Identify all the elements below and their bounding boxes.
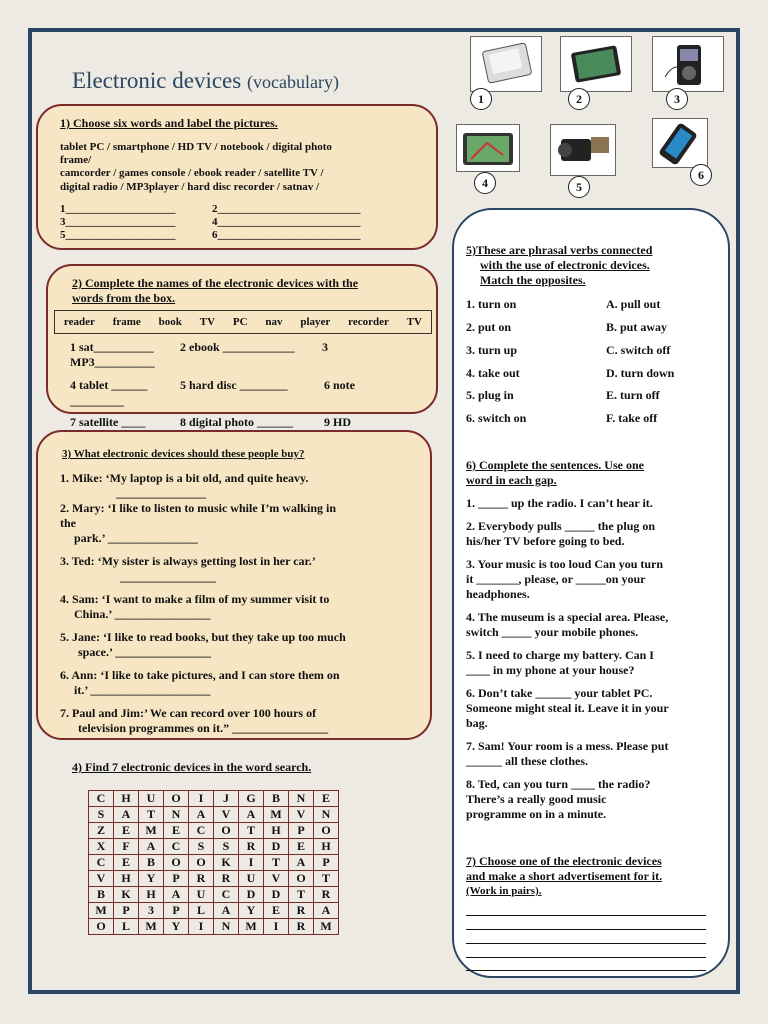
- word-search-cell[interactable]: 3: [139, 903, 164, 919]
- sentence-line[interactable]: 1. _____ up the radio. I can’t hear it.: [466, 496, 653, 510]
- word-search-row: [89, 823, 339, 839]
- word-search-cell[interactable]: C: [89, 855, 114, 871]
- word-search-cell[interactable]: K: [114, 887, 139, 903]
- word-search-cell[interactable]: H: [114, 871, 139, 887]
- sentence-line[interactable]: 2. Everybody pulls _____ the plug on: [466, 519, 656, 533]
- word-search-cell[interactable]: P: [289, 823, 314, 839]
- sentence-line[interactable]: 8. Ted, can you turn ____ the radio?: [466, 777, 651, 791]
- word-search-row: [89, 855, 339, 871]
- word-search-row: [89, 887, 339, 903]
- phrasal-verb-right[interactable]: A. pull out: [606, 297, 661, 311]
- exercise-1-heading: 1) Choose six words and label the pictures.: [60, 116, 278, 130]
- sentence-line: There’s a really good music: [466, 792, 607, 806]
- word-search-cell[interactable]: N: [289, 791, 314, 807]
- word-search-cell[interactable]: V: [89, 871, 114, 887]
- word-search-cell[interactable]: R: [289, 903, 314, 919]
- word-search-cell[interactable]: A: [164, 887, 189, 903]
- word-search-cell[interactable]: I: [239, 855, 264, 871]
- answer-blank[interactable]: park.’ _______________: [74, 531, 198, 545]
- exercise-2-heading: words from the box.: [72, 291, 176, 305]
- smartphone-icon: [653, 119, 707, 167]
- word-search-cell[interactable]: Y: [164, 919, 189, 935]
- word-search-cell[interactable]: G: [239, 791, 264, 807]
- question-line: 2. Mary: ‘I like to listen to music while I’m walking in: [60, 501, 336, 515]
- sentence-line[interactable]: it _______, please, or _____on your: [466, 572, 646, 586]
- phrasal-verb-right[interactable]: E. turn off: [606, 388, 660, 402]
- word-search-cell[interactable]: E: [314, 791, 339, 807]
- question-line: 3. Ted: ‘My sister is always getting lost in her car.’: [60, 554, 316, 568]
- device-item-8[interactable]: 8 digital photo ______: [180, 415, 294, 429]
- sentence-line: Someone might steal it. Leave it in your: [466, 701, 669, 715]
- word-search-cell[interactable]: F: [114, 839, 139, 855]
- device-item-5[interactable]: 5 hard disc ________: [180, 378, 288, 392]
- word-search-cell[interactable]: P: [164, 903, 189, 919]
- exercise-5-heading: Match the opposites.: [480, 273, 586, 287]
- word-search-cell[interactable]: P: [114, 903, 139, 919]
- exercise-5-heading: 5)These are phrasal verbs connected: [466, 243, 653, 257]
- word-search-cell[interactable]: E: [114, 823, 139, 839]
- word-search-cell[interactable]: H: [139, 887, 164, 903]
- word-search-cell[interactable]: O: [189, 855, 214, 871]
- camcorder-picture: [550, 124, 616, 176]
- mp3-player-icon: [653, 37, 723, 91]
- word-search-cell[interactable]: H: [114, 791, 139, 807]
- word-search-cell[interactable]: O: [89, 919, 114, 935]
- sentence-line: 4. The museum is a special area. Please,: [466, 610, 669, 624]
- word-box-item: recorder: [348, 316, 389, 328]
- word-search-cell[interactable]: J: [214, 791, 239, 807]
- picture-number-1: 1: [470, 88, 492, 110]
- phrasal-verb-right[interactable]: F. take off: [606, 411, 658, 425]
- word-search-cell[interactable]: U: [189, 887, 214, 903]
- exercise-1-words-line: digital radio / MP3player / hard disc recorder / satnav /: [60, 181, 320, 193]
- word-search-cell[interactable]: R: [214, 871, 239, 887]
- word-search-cell[interactable]: M: [89, 903, 114, 919]
- word-search-cell[interactable]: O: [214, 823, 239, 839]
- answer-blank[interactable]: ________________: [120, 570, 216, 584]
- word-search-cell[interactable]: V: [289, 807, 314, 823]
- exercise-3-heading: 3) What electronic devices should these people buy?: [62, 448, 305, 460]
- word-search-cell[interactable]: Y: [239, 903, 264, 919]
- exercise-7-heading: (Work in pairs).: [466, 885, 542, 897]
- label-blank-1[interactable]: 1____________________: [60, 203, 176, 215]
- word-search-row: [89, 871, 339, 887]
- word-search-cell[interactable]: B: [89, 887, 114, 903]
- exercise-4-heading: 4) Find 7 electronic devices in the word search.: [72, 760, 312, 774]
- word-search-cell[interactable]: V: [214, 807, 239, 823]
- picture-number-5: 5: [568, 176, 590, 198]
- exercise-6-heading: word in each gap.: [466, 473, 557, 487]
- word-search-cell[interactable]: P: [164, 871, 189, 887]
- writing-line[interactable]: [466, 970, 706, 971]
- word-search-cell[interactable]: M: [264, 807, 289, 823]
- word-box-item: PC: [232, 316, 248, 328]
- question-line: 6. Ann: ‘I like to take pictures, and I can store them on: [60, 668, 340, 682]
- question-line: 7. Paul and Jim:’ We can record over 100 hours of: [60, 706, 317, 720]
- sentence-line: 5. I need to charge my battery. Can I: [466, 648, 654, 662]
- word-search-cell[interactable]: O: [164, 791, 189, 807]
- picture-number-6: 6: [690, 164, 712, 186]
- sentence-line: 3. Your music is too loud Can you turn: [466, 557, 664, 571]
- tablet-picture: [560, 36, 632, 92]
- word-search-cell[interactable]: O: [164, 855, 189, 871]
- word-search-cell[interactable]: N: [214, 919, 239, 935]
- word-search-row: [89, 791, 339, 807]
- word-search-grid: [88, 790, 339, 935]
- device-item-9[interactable]: 9 HD: [324, 415, 351, 429]
- word-search-cell[interactable]: A: [214, 903, 239, 919]
- title-main: Electronic devices: [72, 68, 242, 93]
- label-blank-3[interactable]: 3____________________: [60, 216, 176, 228]
- sentence-line[interactable]: ____ in my phone at your house?: [466, 663, 635, 677]
- word-box-item: reader: [63, 316, 95, 328]
- word-search-row: [89, 807, 339, 823]
- ebook-reader-icon: [471, 37, 541, 91]
- device-item-7[interactable]: 7 satellite ____: [70, 415, 146, 429]
- word-search-cell[interactable]: T: [139, 807, 164, 823]
- word-box: [54, 310, 432, 334]
- word-search-cell[interactable]: C: [189, 823, 214, 839]
- title-sub: (vocabulary): [246, 72, 339, 92]
- word-search-cell[interactable]: E: [164, 823, 189, 839]
- word-search-row: [89, 839, 339, 855]
- ebook-reader-picture: [470, 36, 542, 92]
- question-line: 5. Jane: ‘I like to read books, but they take up too much: [60, 630, 346, 644]
- word-search-cell[interactable]: I: [189, 919, 214, 935]
- word-search-cell[interactable]: L: [114, 919, 139, 935]
- word-search-cell[interactable]: C: [164, 839, 189, 855]
- word-search-cell[interactable]: A: [239, 807, 264, 823]
- word-search-cell[interactable]: M: [239, 919, 264, 935]
- answer-blank[interactable]: television programmes on it.” ________________: [78, 721, 329, 735]
- word-search-cell[interactable]: N: [164, 807, 189, 823]
- device-item-2[interactable]: 2 ebook ____________: [180, 340, 295, 354]
- word-search-cell[interactable]: U: [139, 791, 164, 807]
- phrasal-verb-right[interactable]: C. switch off: [606, 343, 671, 357]
- writing-line[interactable]: [466, 929, 706, 930]
- smartphone-picture: [652, 118, 708, 168]
- word-search-cell[interactable]: A: [314, 903, 339, 919]
- label-blank-4[interactable]: 4__________________________: [212, 216, 361, 228]
- exercise-1-words-line: tablet PC / smartphone / HD TV / notebook / digital photo: [60, 141, 332, 153]
- phrasal-verb-left[interactable]: 4. take out: [466, 366, 520, 380]
- word-search-cell[interactable]: A: [189, 807, 214, 823]
- word-search-cell[interactable]: H: [314, 839, 339, 855]
- word-search-cell[interactable]: U: [239, 871, 264, 887]
- word-search-cell[interactable]: C: [214, 887, 239, 903]
- camcorder-icon: [551, 125, 615, 175]
- question-line: the: [60, 516, 76, 530]
- word-box-item: TV: [199, 316, 216, 328]
- word-search-cell[interactable]: Y: [139, 871, 164, 887]
- word-search-cell[interactable]: S: [189, 839, 214, 855]
- device-item-1[interactable]: 1 sat__________: [70, 340, 154, 354]
- word-search-cell[interactable]: S: [89, 807, 114, 823]
- word-search-cell[interactable]: I: [189, 791, 214, 807]
- tablet-icon: [561, 37, 631, 91]
- writing-line[interactable]: [466, 943, 706, 944]
- label-blank-2[interactable]: 2__________________________: [212, 203, 361, 215]
- word-search-cell[interactable]: T: [239, 823, 264, 839]
- word-search-cell[interactable]: T: [314, 871, 339, 887]
- picture-number-4: 4: [474, 172, 496, 194]
- word-search-cell[interactable]: X: [89, 839, 114, 855]
- word-search-cell[interactable]: M: [139, 823, 164, 839]
- word-search-cell[interactable]: V: [264, 871, 289, 887]
- label-blank-5[interactable]: 5____________________: [60, 229, 176, 241]
- word-search-row: [89, 919, 339, 935]
- device-item-3[interactable]: 3: [322, 340, 328, 354]
- mp3-player-picture: [652, 36, 724, 92]
- word-search-cell[interactable]: K: [214, 855, 239, 871]
- word-search-cell[interactable]: O: [314, 823, 339, 839]
- word-search-cell[interactable]: A: [114, 807, 139, 823]
- word-search-cell[interactable]: E: [264, 903, 289, 919]
- question-line: 1. Mike: ‘My laptop is a bit old, and quite heavy.: [60, 471, 309, 485]
- word-search-cell[interactable]: R: [314, 887, 339, 903]
- sentence-line: bag.: [466, 716, 488, 730]
- exercise-1-words-line: camcorder / games console / ebook reader / satellite TV /: [60, 167, 324, 179]
- answer-blank[interactable]: space.’ ________________: [78, 645, 212, 659]
- sentence-line: headphones.: [466, 587, 530, 601]
- word-search-cell[interactable]: D: [264, 887, 289, 903]
- exercise-5-heading: with the use of electronic devices.: [480, 258, 650, 272]
- word-search-cell[interactable]: E: [289, 839, 314, 855]
- exercise-7-heading: 7) Choose one of the electronic devices: [466, 854, 662, 868]
- phrasal-verb-left[interactable]: 6. switch on: [466, 411, 527, 425]
- word-search-cell[interactable]: I: [264, 919, 289, 935]
- phrasal-verb-right[interactable]: D. turn down: [606, 366, 675, 380]
- phrasal-verb-left[interactable]: 5. plug in: [466, 388, 514, 402]
- word-search-cell[interactable]: B: [264, 791, 289, 807]
- word-search-cell[interactable]: D: [239, 887, 264, 903]
- word-search-cell[interactable]: M: [314, 919, 339, 935]
- label-blank-6[interactable]: 6__________________________: [212, 229, 361, 241]
- word-search-cell[interactable]: D: [264, 839, 289, 855]
- word-search-cell[interactable]: Z: [89, 823, 114, 839]
- sentence-line[interactable]: 6. Don’t take ______ your tablet PC.: [466, 686, 653, 700]
- device-item-4[interactable]: 4 tablet ______: [70, 378, 148, 392]
- picture-number-3: 3: [666, 88, 688, 110]
- writing-line[interactable]: [466, 957, 706, 958]
- word-search-cell[interactable]: P: [314, 855, 339, 871]
- writing-line[interactable]: [466, 915, 706, 916]
- word-box-item: book: [158, 316, 182, 328]
- word-search-cell[interactable]: C: [89, 791, 114, 807]
- sentence-line[interactable]: ______ all these clothes.: [466, 754, 588, 768]
- exercise-7-heading: and make a short advertisement for it.: [466, 869, 663, 883]
- device-item-6-continued[interactable]: _________: [70, 394, 124, 408]
- word-box-item: player: [300, 316, 331, 328]
- answer-blank[interactable]: it.’ ____________________: [74, 683, 211, 697]
- page-title: [72, 68, 339, 94]
- word-search-cell[interactable]: T: [264, 855, 289, 871]
- exercise-1-words-line: frame/: [60, 154, 92, 166]
- exercise-6-heading: 6) Complete the sentences. Use one: [466, 458, 644, 472]
- word-search-cell[interactable]: R: [289, 919, 314, 935]
- word-search-cell[interactable]: R: [189, 871, 214, 887]
- device-item-3-continued[interactable]: MP3__________: [70, 355, 155, 369]
- sentence-line[interactable]: switch _____ your mobile phones.: [466, 625, 639, 639]
- word-search-cell[interactable]: M: [139, 919, 164, 935]
- satnav-picture: [456, 124, 520, 172]
- phrasal-verb-left[interactable]: 1. turn on: [466, 297, 517, 311]
- device-item-6[interactable]: 6 note: [324, 378, 355, 392]
- picture-number-2: 2: [568, 88, 590, 110]
- word-box-item: frame: [112, 316, 141, 328]
- sentence-line: his/her TV before going to bed.: [466, 534, 625, 548]
- sentence-line: 7. Sam! Your room is a mess. Please put: [466, 739, 669, 753]
- word-search-cell[interactable]: L: [189, 903, 214, 919]
- phrasal-verb-left[interactable]: 2. put on: [466, 320, 512, 334]
- exercise-2-heading: 2) Complete the names of the electronic devices with the: [72, 276, 359, 290]
- word-search-cell[interactable]: O: [289, 871, 314, 887]
- word-search-row: [89, 903, 339, 919]
- word-search-cell[interactable]: R: [239, 839, 264, 855]
- word-search-cell[interactable]: H: [264, 823, 289, 839]
- word-box-item: TV: [406, 316, 422, 328]
- answer-blank[interactable]: _______________: [116, 486, 206, 500]
- satnav-icon: [457, 125, 519, 171]
- word-search-cell[interactable]: A: [289, 855, 314, 871]
- word-search-cell[interactable]: S: [214, 839, 239, 855]
- word-search-cell[interactable]: A: [139, 839, 164, 855]
- phrasal-verb-right[interactable]: B. put away: [606, 320, 668, 334]
- word-search-cell[interactable]: N: [314, 807, 339, 823]
- answer-blank[interactable]: China.’ ________________: [74, 607, 211, 621]
- word-search-cell[interactable]: B: [139, 855, 164, 871]
- word-search-cell[interactable]: T: [289, 887, 314, 903]
- sentence-line: programme on in a minute.: [466, 807, 607, 821]
- word-search-cell[interactable]: E: [114, 855, 139, 871]
- word-box-item: nav: [265, 316, 283, 328]
- phrasal-verb-left[interactable]: 3. turn up: [466, 343, 518, 357]
- question-line: 4. Sam: ‘I want to make a film of my summer visit to: [60, 592, 330, 606]
